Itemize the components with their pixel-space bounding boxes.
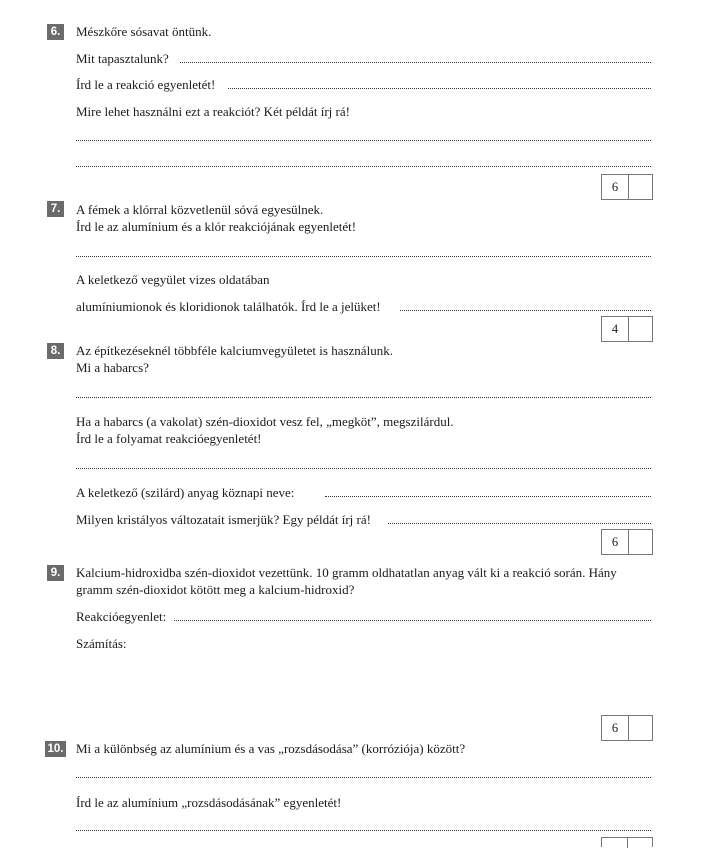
- question-8-line-4: Írd le a folyamat reakcióegyenletét!: [76, 431, 262, 446]
- score-box-q8: [601, 529, 653, 555]
- answer-line-q6-observation[interactable]: [180, 62, 651, 63]
- question-6-ask-equation: Írd le a reakció egyenletét!: [76, 77, 216, 92]
- score-points-q9: 6: [602, 716, 629, 740]
- answer-line-q6-usage-2[interactable]: [76, 166, 651, 167]
- answer-line-q6-equation[interactable]: [228, 88, 651, 89]
- question-9-line-2: gramm szén-dioxidot kötött meg a kalcium-hidroxid?: [76, 582, 355, 597]
- answer-line-q6-usage-1[interactable]: [76, 140, 651, 141]
- question-7-line-1: A fémek a klórral közvetlenül sóvá egyesülnek.: [76, 202, 324, 217]
- answer-line-q8-mortar[interactable]: [76, 397, 651, 398]
- answer-line-q8-common-name[interactable]: [325, 496, 651, 497]
- question-7-line-4: alumíniumionok és kloridionok találhatók. Írd le a jelüket!: [76, 299, 381, 314]
- answer-line-q10-difference[interactable]: [76, 777, 651, 778]
- question-9-number: 9.: [47, 565, 64, 581]
- score-box-q10-partial: [601, 837, 653, 847]
- answer-line-q10-equation[interactable]: [76, 830, 651, 831]
- score-box-q9: [601, 715, 653, 741]
- question-6-intro: Mészkőre sósavat öntünk.: [76, 24, 212, 39]
- question-10-line-1: Mi a különbség az alumínium és a vas „rozsdásodása” (korróziója) között?: [76, 741, 466, 756]
- question-8-line-5: A keletkező (szilárd) anyag köznapi neve:: [76, 485, 295, 500]
- question-6-ask-usage: Mire lehet használni ezt a reakciót? Két példát írj rá!: [76, 104, 350, 119]
- score-earned-field-q7[interactable]: [629, 317, 652, 341]
- question-8-line-1: Az építkezéseknél többféle kalciumvegyületet is használunk.: [76, 343, 393, 358]
- score-box-q6: [601, 174, 653, 200]
- question-9-line-1: Kalcium-hidroxidba szén-dioxidot vezettünk. 10 gramm oldhatatlan anyag vált ki a reakció során. Hány: [76, 565, 617, 580]
- question-9-calculation-label: Számítás:: [76, 636, 127, 651]
- score-earned-field-q9[interactable]: [629, 716, 652, 740]
- answer-line-q8-crystal[interactable]: [388, 523, 651, 524]
- score-points-q6: 6: [602, 175, 629, 199]
- question-8-number: 8.: [47, 343, 64, 359]
- question-7-line-3: A keletkező vegyület vizes oldatában: [76, 272, 270, 287]
- score-earned-field-q8[interactable]: [629, 530, 652, 554]
- question-6-ask-observation: Mit tapasztalunk?: [76, 51, 169, 66]
- answer-line-q7-equation[interactable]: [76, 256, 651, 257]
- calculation-area-q9[interactable]: [76, 656, 596, 714]
- answer-line-q8-equation[interactable]: [76, 468, 651, 469]
- question-6-number: 6.: [47, 24, 64, 40]
- question-9-equation-label: Reakcióegyenlet:: [76, 609, 167, 624]
- score-box-q10-divider: [627, 838, 628, 848]
- score-earned-field-q6[interactable]: [629, 175, 652, 199]
- score-points-q8: 6: [602, 530, 629, 554]
- question-7-line-2: Írd le az alumínium és a klór reakciójának egyenletét!: [76, 219, 357, 234]
- question-8-line-2: Mi a habarcs?: [76, 360, 149, 375]
- answer-line-q9-equation[interactable]: [174, 620, 651, 621]
- question-8-line-6: Milyen kristályos változatait ismerjük? Egy példát írj rá!: [76, 512, 371, 527]
- score-box-q7: [601, 316, 653, 342]
- question-10-line-2: Írd le az alumínium „rozsdásodásának” egyenletét!: [76, 795, 342, 810]
- score-points-q7: 4: [602, 317, 629, 341]
- question-7-number: 7.: [47, 201, 64, 217]
- question-8-line-3: Ha a habarcs (a vakolat) szén-dioxidot vesz fel, „megköt”, megszilárdul.: [76, 414, 454, 429]
- answer-line-q7-ions[interactable]: [400, 310, 651, 311]
- question-10-number: 10.: [45, 741, 66, 757]
